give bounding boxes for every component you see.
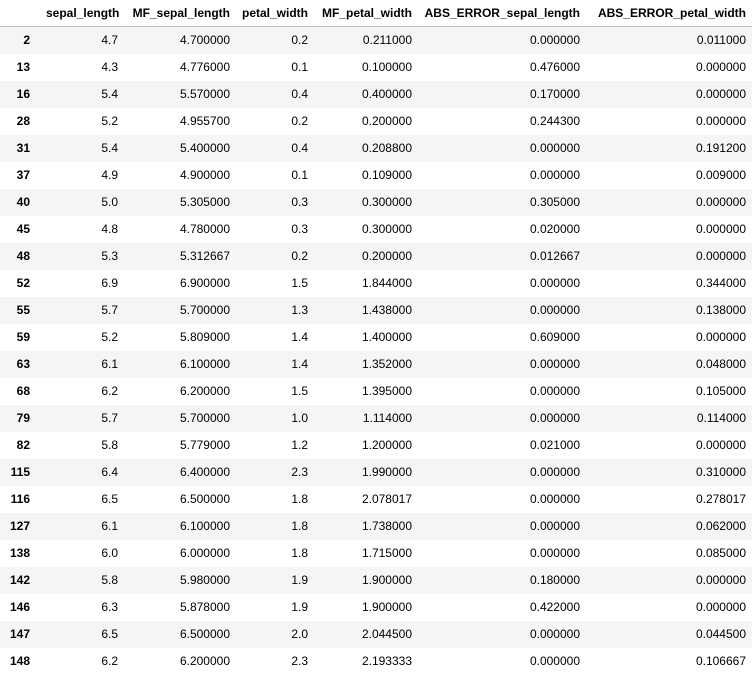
cell-sepal-length: 4.7 <box>101 33 118 48</box>
row-index: 148 <box>9 654 30 668</box>
row-index: 16 <box>16 87 30 101</box>
table-row <box>0 432 752 459</box>
cell-mf-petal-width: 1.352000 <box>361 357 412 371</box>
cell-sepal-length: 5.7 <box>101 303 118 317</box>
cell-petal-width: 1.9 <box>291 600 308 614</box>
cell-sepal-length: 5.2 <box>101 330 118 344</box>
cell-mf-petal-width: 2.193333 <box>361 654 412 668</box>
row-index: 142 <box>9 573 30 587</box>
cell-abs-error-sepal-length: 0.000000 <box>529 276 580 290</box>
cell-abs-error-petal-width: 0.048000 <box>695 357 746 371</box>
column-header-abs-error-sepal-length: ABS_ERROR_sepal_length <box>418 0 586 27</box>
cell-mf-petal-width: 1.990000 <box>361 465 412 479</box>
cell-mf-sepal-length: 4.780000 <box>179 222 230 236</box>
row-index: 59 <box>16 330 30 344</box>
cell-petal-width: 0.4 <box>291 87 308 101</box>
column-header-sepal-length: sepal_length <box>40 0 124 27</box>
row-index: 52 <box>16 276 30 290</box>
cell-sepal-length: 6.1 <box>101 519 118 533</box>
cell-sepal-length: 6.2 <box>101 654 118 668</box>
cell-abs-error-petal-width: 0.105000 <box>695 384 746 398</box>
table-row <box>0 54 752 81</box>
cell-petal-width: 1.0 <box>291 411 308 425</box>
cell-abs-error-sepal-length: 0.305000 <box>529 195 580 209</box>
cell-mf-sepal-length: 4.955700 <box>179 114 230 128</box>
table-row <box>0 108 752 135</box>
cell-mf-petal-width: 1.900000 <box>361 600 412 614</box>
cell-mf-sepal-length: 5.779000 <box>179 438 230 452</box>
table-row <box>0 378 752 405</box>
cell-abs-error-sepal-length: 0.180000 <box>529 573 580 587</box>
table-row <box>0 324 752 351</box>
table-row <box>0 27 752 54</box>
cell-abs-error-petal-width: 0.000000 <box>695 195 746 209</box>
cell-mf-petal-width: 2.078017 <box>361 492 412 506</box>
cell-abs-error-petal-width: 0.000000 <box>695 114 746 128</box>
cell-abs-error-sepal-length: 0.000000 <box>529 654 580 668</box>
cell-abs-error-sepal-length: 0.000000 <box>529 168 580 182</box>
cell-mf-sepal-length: 6.000000 <box>179 546 230 560</box>
cell-abs-error-sepal-length: 0.000000 <box>529 357 580 371</box>
table-row <box>0 216 752 243</box>
cell-sepal-length: 6.5 <box>101 627 118 641</box>
cell-petal-width: 1.8 <box>291 546 308 560</box>
cell-sepal-length: 5.4 <box>101 87 118 101</box>
cell-sepal-length: 4.8 <box>101 222 118 236</box>
cell-petal-width: 1.3 <box>291 303 308 317</box>
table-body <box>0 27 752 675</box>
cell-petal-width: 1.4 <box>291 357 308 371</box>
cell-abs-error-petal-width: 0.114000 <box>696 411 746 425</box>
row-index: 82 <box>16 438 30 452</box>
table-row <box>0 621 752 648</box>
row-index: 37 <box>16 168 30 182</box>
cell-abs-error-sepal-length: 0.000000 <box>529 546 580 560</box>
cell-mf-sepal-length: 6.500000 <box>179 492 230 506</box>
cell-abs-error-sepal-length: 0.000000 <box>529 141 580 155</box>
cell-petal-width: 2.0 <box>291 627 308 641</box>
table-row <box>0 189 752 216</box>
cell-abs-error-sepal-length: 0.244300 <box>529 114 580 128</box>
header-row <box>0 0 752 27</box>
cell-mf-sepal-length: 6.400000 <box>179 465 230 479</box>
row-index: 146 <box>9 600 30 614</box>
cell-mf-sepal-length: 6.100000 <box>179 519 230 533</box>
cell-petal-width: 0.3 <box>291 195 308 209</box>
cell-mf-sepal-length: 6.200000 <box>179 384 230 398</box>
cell-mf-petal-width: 0.400000 <box>361 87 412 101</box>
cell-sepal-length: 4.3 <box>101 60 118 74</box>
cell-mf-petal-width: 0.211000 <box>362 33 412 48</box>
cell-sepal-length: 6.0 <box>101 546 118 560</box>
table-row <box>0 243 752 270</box>
cell-petal-width: 1.8 <box>291 492 308 506</box>
cell-petal-width: 0.4 <box>291 141 308 155</box>
cell-mf-sepal-length: 5.700000 <box>179 303 230 317</box>
cell-abs-error-petal-width: 0.062000 <box>695 519 746 533</box>
cell-mf-petal-width: 0.300000 <box>361 195 412 209</box>
cell-abs-error-petal-width: 0.000000 <box>695 600 746 614</box>
cell-sepal-length: 5.2 <box>101 114 118 128</box>
column-header-index <box>0 0 40 27</box>
cell-abs-error-petal-width: 0.000000 <box>695 60 746 74</box>
cell-mf-sepal-length: 4.900000 <box>179 168 230 182</box>
cell-petal-width: 0.2 <box>291 114 308 128</box>
table-row <box>0 162 752 189</box>
table-row <box>0 648 752 675</box>
cell-petal-width: 1.2 <box>291 438 308 452</box>
table-header <box>0 0 752 27</box>
cell-mf-petal-width: 1.400000 <box>361 330 412 344</box>
table-row <box>0 270 752 297</box>
cell-abs-error-sepal-length: 0.020000 <box>529 222 580 236</box>
cell-abs-error-petal-width: 0.000000 <box>695 573 746 587</box>
cell-abs-error-petal-width: 0.044500 <box>695 627 746 641</box>
table-row <box>0 540 752 567</box>
cell-mf-sepal-length: 4.776000 <box>179 60 230 74</box>
cell-sepal-length: 6.3 <box>101 600 118 614</box>
table-row <box>0 594 752 621</box>
cell-mf-petal-width: 1.395000 <box>361 384 412 398</box>
cell-petal-width: 2.3 <box>291 654 308 668</box>
cell-mf-sepal-length: 5.400000 <box>179 141 230 155</box>
cell-abs-error-petal-width: 0.191200 <box>695 141 746 155</box>
cell-sepal-length: 6.5 <box>101 492 118 506</box>
cell-mf-petal-width: 2.044500 <box>361 627 412 641</box>
cell-mf-sepal-length: 4.700000 <box>179 33 230 48</box>
cell-mf-petal-width: 0.200000 <box>361 249 412 263</box>
cell-abs-error-sepal-length: 0.422000 <box>529 600 580 614</box>
cell-mf-petal-width: 0.109000 <box>361 168 412 182</box>
cell-mf-sepal-length: 6.100000 <box>179 357 230 371</box>
cell-abs-error-sepal-length: 0.476000 <box>529 60 580 74</box>
cell-mf-sepal-length: 5.809000 <box>179 330 230 344</box>
table-row <box>0 135 752 162</box>
cell-mf-sepal-length: 6.900000 <box>179 276 230 290</box>
cell-abs-error-petal-width: 0.344000 <box>695 276 746 290</box>
cell-petal-width: 2.3 <box>291 465 308 479</box>
table-row <box>0 486 752 513</box>
cell-abs-error-petal-width: 0.085000 <box>695 546 746 560</box>
cell-mf-petal-width: 1.844000 <box>361 276 412 290</box>
table-row <box>0 297 752 324</box>
row-index: 68 <box>16 384 30 398</box>
cell-abs-error-sepal-length: 0.000000 <box>529 303 580 317</box>
cell-abs-error-sepal-length: 0.000000 <box>529 627 580 641</box>
row-index: 63 <box>16 357 30 371</box>
cell-petal-width: 0.1 <box>291 60 308 74</box>
cell-sepal-length: 6.4 <box>101 465 118 479</box>
cell-abs-error-petal-width: 0.138000 <box>695 303 746 317</box>
cell-mf-petal-width: 0.100000 <box>361 60 412 74</box>
cell-mf-sepal-length: 6.200000 <box>179 654 230 668</box>
cell-petal-width: 1.4 <box>291 330 308 344</box>
cell-sepal-length: 5.8 <box>101 573 118 587</box>
cell-mf-petal-width: 0.300000 <box>361 222 412 236</box>
column-header-petal-width: petal_width <box>236 0 314 27</box>
cell-petal-width: 1.5 <box>291 384 308 398</box>
cell-abs-error-petal-width: 0.000000 <box>695 438 746 452</box>
cell-abs-error-petal-width: 0.310000 <box>695 465 746 479</box>
cell-abs-error-petal-width: 0.278017 <box>695 492 746 506</box>
row-index: 55 <box>16 303 30 317</box>
table-row <box>0 459 752 486</box>
cell-mf-sepal-length: 5.878000 <box>179 600 230 614</box>
cell-mf-sepal-length: 5.570000 <box>179 87 230 101</box>
row-index: 138 <box>9 546 30 560</box>
table-row <box>0 405 752 432</box>
table-row <box>0 567 752 594</box>
cell-mf-petal-width: 1.200000 <box>361 438 412 452</box>
cell-sepal-length: 5.0 <box>101 195 118 209</box>
row-index: 13 <box>16 60 30 74</box>
cell-sepal-length: 5.8 <box>101 438 118 452</box>
cell-sepal-length: 6.2 <box>101 384 118 398</box>
cell-sepal-length: 6.1 <box>101 357 118 371</box>
cell-mf-petal-width: 1.438000 <box>361 303 412 317</box>
column-header-mf-sepal-length: MF_sepal_length <box>124 0 236 27</box>
cell-mf-sepal-length: 5.312667 <box>179 249 230 263</box>
cell-abs-error-petal-width: 0.000000 <box>695 87 746 101</box>
row-index: 40 <box>16 195 30 209</box>
cell-petal-width: 0.1 <box>291 168 308 182</box>
cell-mf-sepal-length: 5.700000 <box>179 411 230 425</box>
cell-abs-error-sepal-length: 0.000000 <box>529 492 580 506</box>
column-header-mf-petal-width: MF_petal_width <box>314 0 418 27</box>
cell-sepal-length: 5.4 <box>101 141 118 155</box>
cell-mf-petal-width: 0.208800 <box>361 141 412 155</box>
cell-abs-error-petal-width: 0.106667 <box>695 654 746 668</box>
row-index: 45 <box>16 222 30 236</box>
cell-abs-error-sepal-length: 0.170000 <box>529 87 580 101</box>
cell-mf-sepal-length: 5.980000 <box>179 573 230 587</box>
cell-abs-error-petal-width: 0.000000 <box>695 249 746 263</box>
cell-abs-error-sepal-length: 0.000000 <box>529 519 580 533</box>
cell-mf-sepal-length: 5.305000 <box>179 195 230 209</box>
row-index: 31 <box>16 141 30 155</box>
cell-petal-width: 1.8 <box>291 519 308 533</box>
cell-petal-width: 0.3 <box>291 222 308 236</box>
cell-abs-error-sepal-length: 0.000000 <box>529 384 580 398</box>
cell-abs-error-petal-width: 0.009000 <box>695 168 746 182</box>
cell-mf-petal-width: 1.715000 <box>361 546 412 560</box>
cell-abs-error-sepal-length: 0.000000 <box>529 33 580 48</box>
cell-petal-width: 1.5 <box>291 276 308 290</box>
cell-sepal-length: 5.7 <box>101 411 118 425</box>
cell-petal-width: 0.2 <box>291 249 308 263</box>
cell-petal-width: 0.2 <box>291 33 308 48</box>
row-index: 116 <box>10 492 30 506</box>
cell-sepal-length: 4.9 <box>101 168 118 182</box>
cell-abs-error-sepal-length: 0.000000 <box>529 411 580 425</box>
cell-abs-error-sepal-length: 0.609000 <box>529 330 580 344</box>
column-header-abs-error-petal-width: ABS_ERROR_petal_width <box>586 0 752 27</box>
cell-mf-petal-width: 0.200000 <box>361 114 412 128</box>
row-index: 147 <box>9 627 30 641</box>
cell-abs-error-sepal-length: 0.000000 <box>529 465 580 479</box>
row-index: 2 <box>23 33 30 48</box>
cell-mf-sepal-length: 6.500000 <box>179 627 230 641</box>
row-index: 28 <box>16 114 30 128</box>
cell-abs-error-petal-width: 0.011000 <box>696 33 746 48</box>
cell-sepal-length: 5.3 <box>101 249 118 263</box>
row-index: 48 <box>16 249 30 263</box>
table-row <box>0 351 752 378</box>
cell-mf-petal-width: 1.738000 <box>361 519 412 533</box>
row-index: 115 <box>10 465 30 479</box>
cell-sepal-length: 6.9 <box>101 276 118 290</box>
cell-abs-error-sepal-length: 0.012667 <box>529 249 580 263</box>
cell-abs-error-petal-width: 0.000000 <box>695 330 746 344</box>
cell-mf-petal-width: 1.114000 <box>362 411 412 425</box>
cell-petal-width: 1.9 <box>291 573 308 587</box>
table-row <box>0 81 752 108</box>
cell-abs-error-sepal-length: 0.021000 <box>529 438 580 452</box>
row-index: 127 <box>9 519 30 533</box>
cell-mf-petal-width: 1.900000 <box>361 573 412 587</box>
cell-abs-error-petal-width: 0.000000 <box>695 222 746 236</box>
table-row <box>0 513 752 540</box>
row-index: 79 <box>16 411 30 425</box>
